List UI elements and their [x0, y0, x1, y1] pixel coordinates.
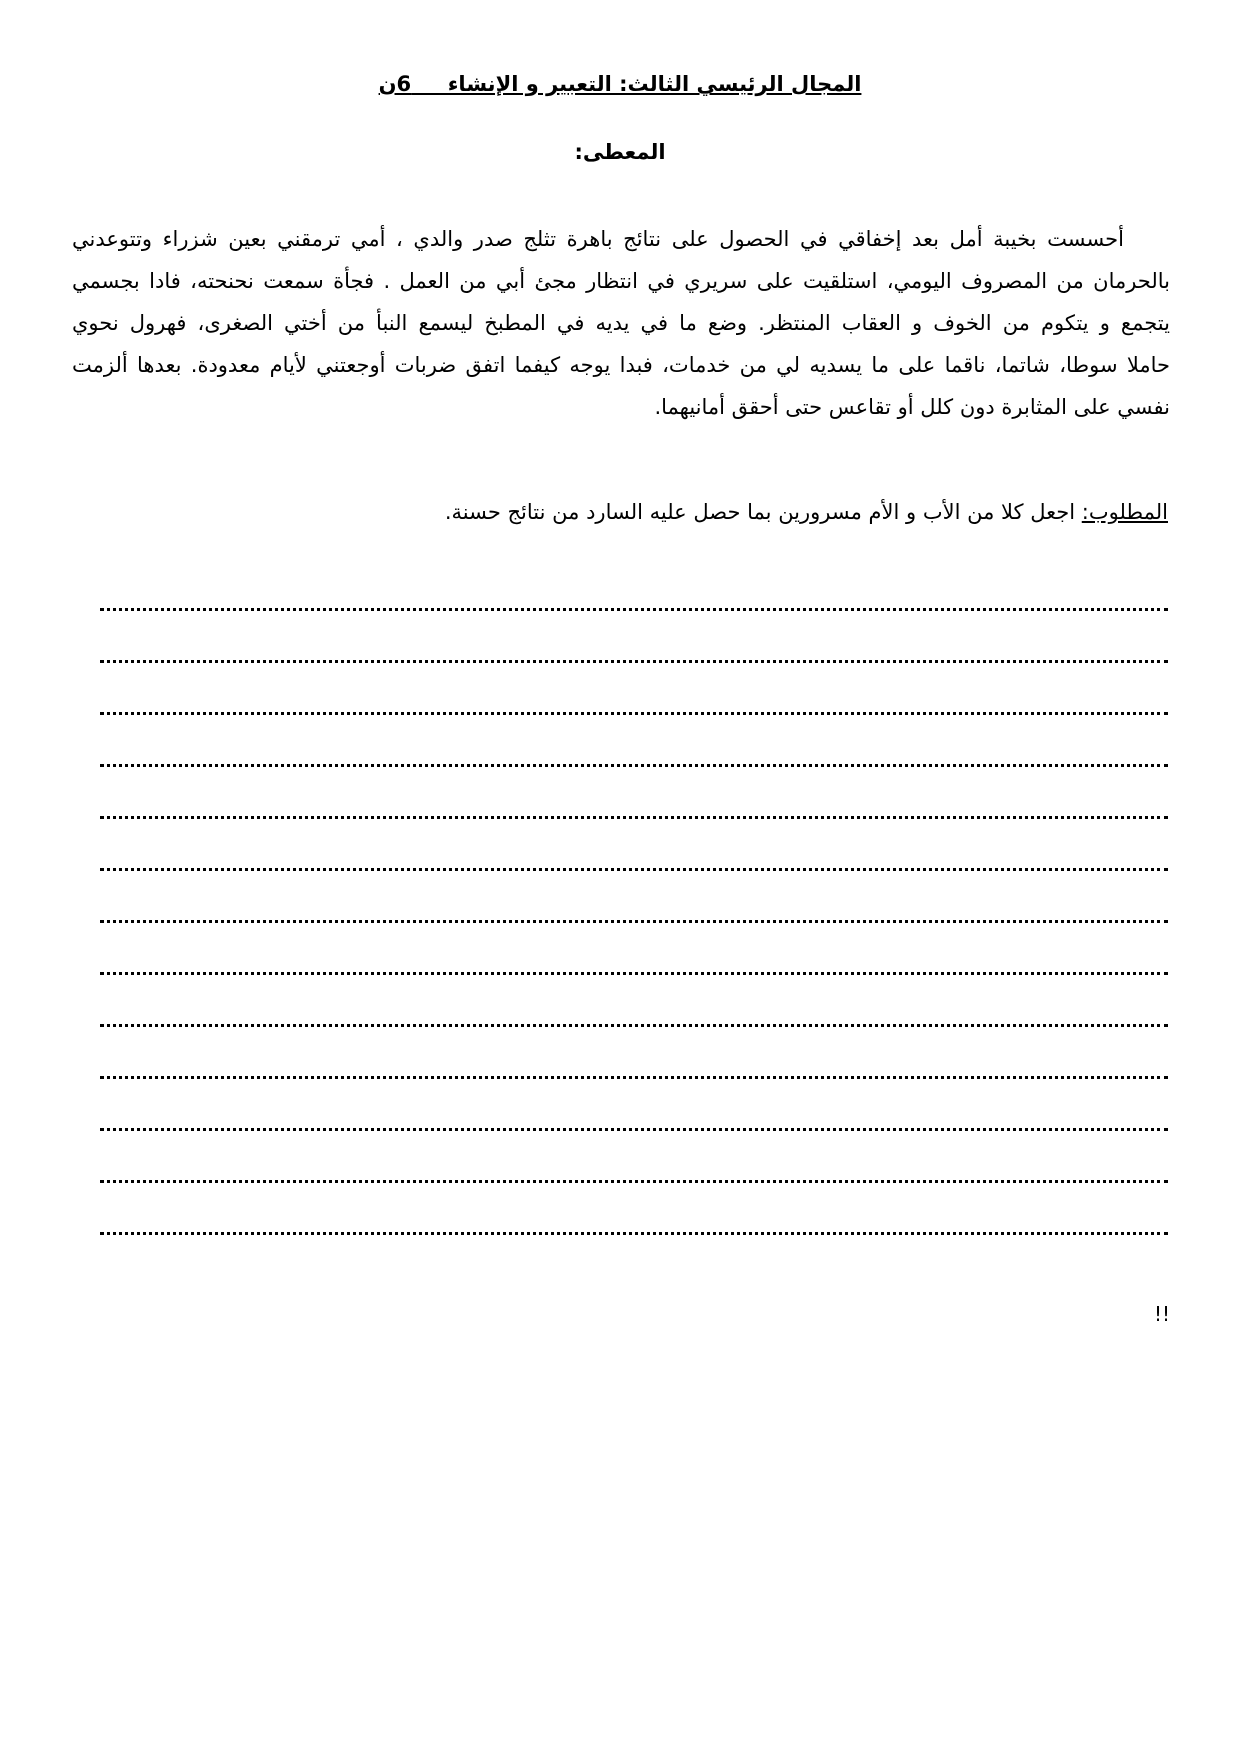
- answer-line[interactable]: [100, 1027, 1168, 1079]
- task-label: المطلوب:: [1081, 500, 1168, 524]
- answer-line[interactable]: [100, 611, 1168, 663]
- task-instruction: [445, 500, 1168, 524]
- answer-line[interactable]: [100, 923, 1168, 975]
- task-text: اجعل كلا من الأب و الأم مسرورين بما حصل عليه السارد من نتائج حسنة.: [444, 500, 1082, 524]
- answer-line[interactable]: [100, 767, 1168, 819]
- passage-line: بالحرمان من المصروف اليومي، استلقيت على سريري في انتظار مجئ أبي من العمل . فجأة سمعت نحنحته، فادا بجسمي: [72, 269, 1170, 293]
- passage: [72, 218, 1170, 428]
- answer-line[interactable]: [100, 871, 1168, 923]
- passage-line: أحسست بخيبة أمل بعد إخفاقي في الحصول على نتائج باهرة تثلج صدر والدي ، أمي ترمقني بعين شزراء وتتوعدني: [72, 227, 1124, 251]
- page-title: المجال الرئيسي الثالث: التعبير و الإنشاء 6ن: [378, 72, 862, 96]
- answer-area: [100, 608, 1168, 1235]
- answer-line[interactable]: [100, 663, 1168, 715]
- passage-line: حاملا سوطا، شاتما، ناقما على ما يسديه لي من خدمات، فبدا يوجه كيفما اتفق ضربات أوجعتني لأيام معدودة. بعدها ألزمت: [72, 353, 1170, 377]
- answer-line[interactable]: [100, 975, 1168, 1027]
- answer-line[interactable]: [100, 819, 1168, 871]
- passage-line: نفسي على المثابرة دون كلل أو تقاعس حتى أحقق أمانيهما.: [654, 395, 1170, 419]
- given-heading: المعطى:: [574, 140, 666, 164]
- answer-line[interactable]: [100, 1183, 1168, 1235]
- passage-line: يتجمع و يتكوم من الخوف و العقاب المنتظر. وضع ما في يديه في المطبخ ليسمع النبأ من أختي الصغرى، فهرول نحوي: [72, 311, 1170, 335]
- answer-line[interactable]: [100, 715, 1168, 767]
- answer-line[interactable]: [100, 1079, 1168, 1131]
- answer-line[interactable]: [100, 1131, 1168, 1183]
- footer-mark: !!: [1154, 1302, 1171, 1326]
